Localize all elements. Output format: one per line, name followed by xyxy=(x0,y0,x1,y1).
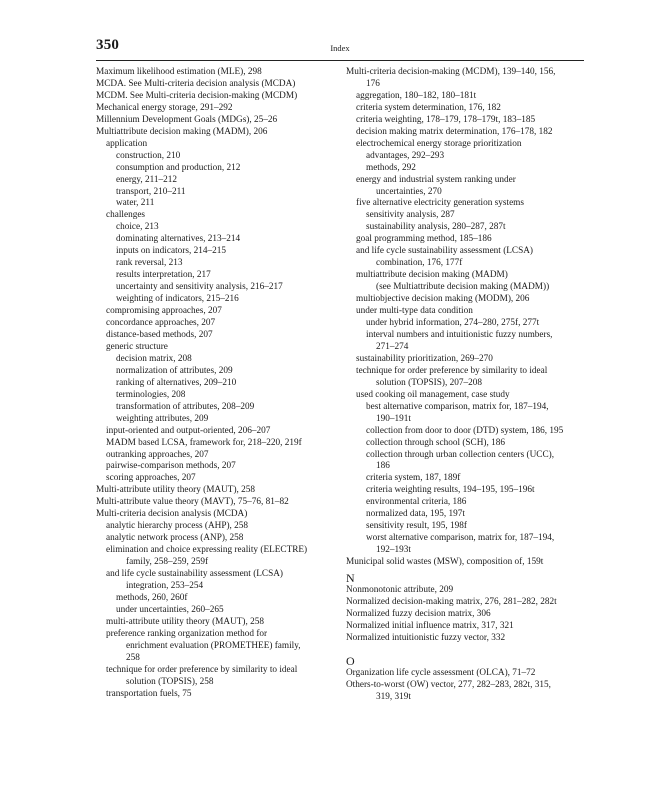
index-entry: technique for order preference by similarity to ideal xyxy=(356,365,548,376)
m-entries xyxy=(346,67,588,569)
index-entry: family, 258–259, 259f xyxy=(126,557,209,568)
index-entry: collection through urban collection centers (UCC), xyxy=(366,449,555,460)
index-entry: analytic hierarchy process (AHP), 258 xyxy=(106,521,249,532)
index-entry: uncertainty and sensitivity analysis, 216–217 xyxy=(116,282,283,293)
index-entry: rank reversal, 213 xyxy=(116,258,183,269)
index-entry: 192–193t xyxy=(376,545,411,556)
index-entry: MCDA. See Multi-criteria decision analysis (MCDA) xyxy=(96,78,296,89)
index-entry: ranking of alternatives, 209–210 xyxy=(116,377,237,388)
index-entry: elimination and choice expressing reality (ELECTRE) xyxy=(106,545,308,556)
index-entry: Mechanical energy storage, 291–292 xyxy=(96,102,233,113)
index-entry: advantages, 292–293 xyxy=(366,150,445,161)
index-entry: consumption and production, 212 xyxy=(116,162,241,173)
index-entry: outranking approaches, 207 xyxy=(106,449,209,460)
index-entry: transportation fuels, 75 xyxy=(106,688,192,699)
index-column-right xyxy=(346,67,588,704)
index-entry: uncertainties, 270 xyxy=(376,186,442,197)
index-entry: electrochemical energy storage prioritization xyxy=(356,138,522,149)
index-entry: environmental criteria, 186 xyxy=(366,497,467,508)
index-entry: energy and industrial system ranking under xyxy=(356,174,516,185)
index-entry: sustainability prioritization, 269–270 xyxy=(356,353,493,364)
index-entry: criteria weighting, 178–179, 178–179t, 183–185 xyxy=(356,114,536,125)
index-entry: Normalized fuzzy decision matrix, 306 xyxy=(346,608,491,619)
index-entry: Normalized intuitionistic fuzzy vector, 332 xyxy=(346,632,506,643)
index-entry: collection through school (SCH), 186 xyxy=(366,437,505,448)
index-entry: input-oriented and output-oriented, 206–207 xyxy=(106,425,271,436)
index-entry: weighting of indicators, 215–216 xyxy=(116,294,239,305)
index-entry: integration, 253–254 xyxy=(126,580,204,591)
index-entry: 271–274 xyxy=(376,341,409,352)
index-entry: MADM based LCSA, framework for, 218–220, 219f xyxy=(106,437,302,448)
index-entry: aggregation, 180–182, 180–181t xyxy=(356,90,477,101)
index-entry: and life cycle sustainability assessment (LCSA) xyxy=(106,569,283,580)
index-entry: (see Multiattribute decision making (MADM)) xyxy=(376,282,550,293)
index-entry: Others-to-worst (OW) vector, 277, 282–283, 282t, 315, xyxy=(346,679,551,690)
index-entry: compromising approaches, 207 xyxy=(106,306,222,317)
index-entry: sensitivity analysis, 287 xyxy=(366,210,455,221)
index-entry: combination, 176, 177f xyxy=(376,258,463,269)
index-entry: water, 211 xyxy=(116,198,155,209)
section-letter-o: O xyxy=(346,653,355,668)
index-entry: Multi-attribute value theory (MAVT), 75–76, 81–82 xyxy=(96,497,289,508)
index-entry: Normalized decision-making matrix, 276, 281–282, 282t xyxy=(346,596,557,607)
index-entry: Millennium Development Goals (MDGs), 25–26 xyxy=(96,114,278,125)
index-entry: Multi-attribute utility theory (MAUT), 258 xyxy=(96,485,256,496)
index-entry: 176 xyxy=(366,78,380,89)
index-entry: criteria system determination, 176, 182 xyxy=(356,102,501,113)
index-entry: normalized data, 195, 197t xyxy=(366,509,465,520)
index-entry: 190–191t xyxy=(376,413,411,424)
index-entry: scoring approaches, 207 xyxy=(106,473,196,484)
index-entry: under hybrid information, 274–280, 275f, 277t xyxy=(366,318,540,329)
index-entry: sustainability analysis, 280–287, 287t xyxy=(366,222,506,233)
index-entry: best alternative comparison, matrix for, 187–194, xyxy=(366,401,549,412)
index-entry: used cooking oil management, case study xyxy=(356,389,510,400)
index-entry: Nonmonotonic attribute, 209 xyxy=(346,585,454,596)
index-entry: Normalized initial influence matrix, 317, 321 xyxy=(346,620,514,631)
index-entry: solution (TOPSIS), 258 xyxy=(126,676,214,687)
index-entry: goal programming method, 185–186 xyxy=(356,234,492,245)
index-entry: distance-based methods, 207 xyxy=(106,329,213,340)
index-entry: criteria weighting results, 194–195, 195–196t xyxy=(366,485,535,496)
index-entry: worst alternative comparison, matrix for, 187–194, xyxy=(366,533,555,544)
index-entry: analytic network process (ANP), 258 xyxy=(106,533,244,544)
index-column-left xyxy=(96,67,338,701)
index-entry: methods, 260, 260f xyxy=(116,592,188,603)
index-entry: and life cycle sustainability assessment (LCSA) xyxy=(356,246,533,257)
index-entry: criteria system, 187, 189f xyxy=(366,473,461,484)
index-entry: choice, 213 xyxy=(116,222,159,233)
index-entry: construction, 210 xyxy=(116,150,181,161)
index-entry: technique for order preference by similarity to ideal xyxy=(106,664,298,675)
index-entry: multi-attribute utility theory (MAUT), 258 xyxy=(106,616,264,627)
index-entry: terminologies, 208 xyxy=(116,389,186,400)
index-entry: normalization of attributes, 209 xyxy=(116,365,233,376)
index-entry: 186 xyxy=(376,461,390,472)
index-entry: decision making matrix determination, 176–178, 182 xyxy=(356,126,553,137)
index-entry: transport, 210–211 xyxy=(116,186,186,197)
index-entry: weighting attributes, 209 xyxy=(116,413,209,424)
index-entry: five alternative electricity generation systems xyxy=(356,198,524,209)
index-entry: Organization life cycle assessment (OLCA), 71–72 xyxy=(346,667,536,678)
index-entry: interval numbers and intuitionistic fuzzy numbers, xyxy=(366,329,553,340)
index-entry: multiobjective decision making (MODM), 206 xyxy=(356,294,530,305)
index-entry: methods, 292 xyxy=(366,162,416,173)
page-header xyxy=(96,38,584,61)
index-entry: decision matrix, 208 xyxy=(116,353,192,364)
section-letter-n: N xyxy=(346,571,355,586)
index-entry: Multi-criteria decision-making (MCDM), 139–140, 156, xyxy=(346,67,556,77)
index-entry: Municipal solid wastes (MSW), composition of, 159t xyxy=(346,557,544,568)
index-entry: generic structure xyxy=(106,341,168,352)
index-entry: sensitivity result, 195, 198f xyxy=(366,521,467,532)
index-entry: under multi-type data condition xyxy=(356,306,473,317)
index-entry: MCDM. See Multi-criteria decision-making (MCDM) xyxy=(96,90,298,101)
index-entry: dominating alternatives, 213–214 xyxy=(116,234,241,245)
index-entry: 319, 319t xyxy=(376,691,411,702)
o-entries xyxy=(346,668,588,704)
running-head: Index xyxy=(330,43,350,53)
index-entry: pairwise-comparison methods, 207 xyxy=(106,461,236,472)
index-entry: Multi-criteria decision analysis (MCDA) xyxy=(96,509,248,520)
n-entries xyxy=(346,585,588,645)
index-entry: 258 xyxy=(126,652,140,663)
index-entry: Multiattribute decision making (MADM), 206 xyxy=(96,126,268,137)
index-entry: application xyxy=(106,138,148,149)
index-entry: collection from door to door (DTD) system, 186, 195 xyxy=(366,425,564,436)
index-entry: concordance approaches, 207 xyxy=(106,318,216,329)
index-entry: inputs on indicators, 214–215 xyxy=(116,246,226,257)
page-number: 350 xyxy=(96,37,120,53)
index-entry: results interpretation, 217 xyxy=(116,270,211,281)
index-entry: enrichment evaluation (PROMETHEE) family, xyxy=(126,640,301,651)
index-entry: transformation of attributes, 208–209 xyxy=(116,401,255,412)
index-entry: solution (TOPSIS), 207–208 xyxy=(376,377,482,388)
index-entry: preference ranking organization method for xyxy=(106,628,268,639)
index-entry: multiattribute decision making (MADM) xyxy=(356,270,508,281)
index-entry: energy, 211–212 xyxy=(116,174,178,185)
index-entry: challenges xyxy=(106,210,146,221)
index-entry: under uncertainties, 260–265 xyxy=(116,604,224,615)
index-entry: Maximum likelihood estimation (MLE), 298 xyxy=(96,67,262,77)
